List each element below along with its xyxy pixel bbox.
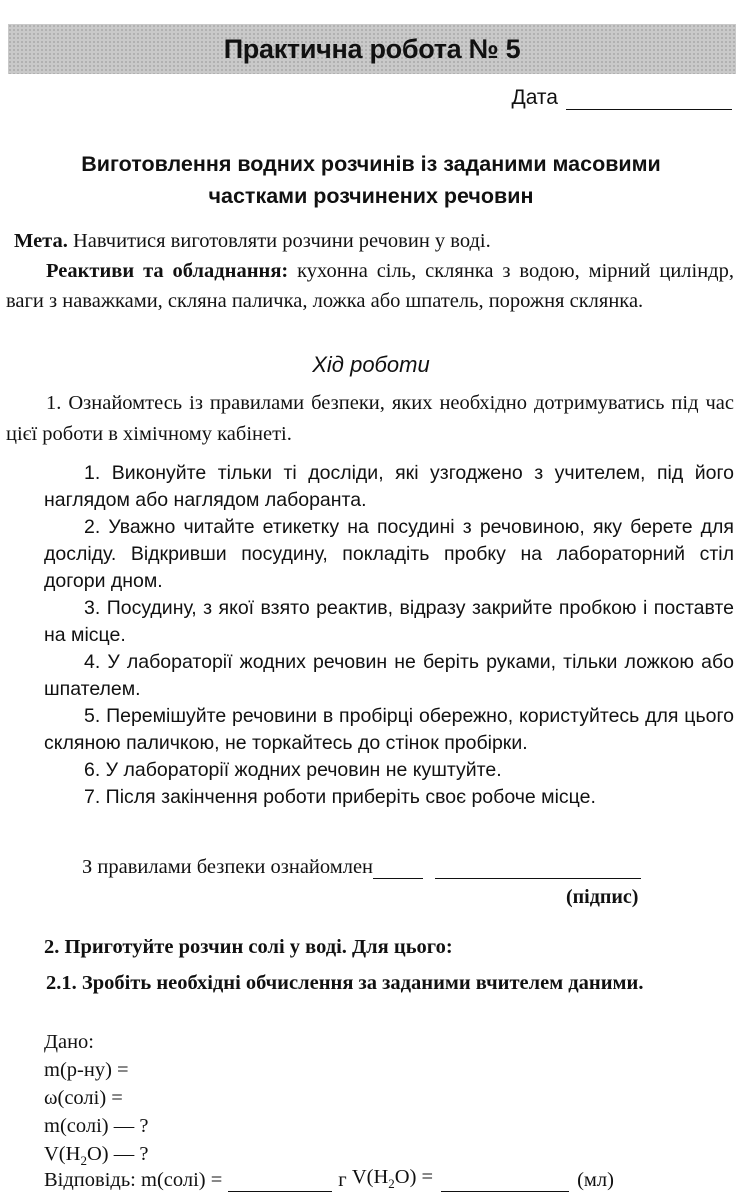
water-subscript: 2 <box>80 1153 87 1169</box>
given-salt-mass: m(солі) — ? <box>44 1115 149 1137</box>
safety-rule: 2. Уважно читайте етикетку на посудині з речовиною, яку берете для досліду. Відкривши посудину, покладіть пробку на лабораторний стіл догори дном. <box>44 516 734 592</box>
reagents-text: кухонна сіль, склянка з водою, мірний циліндр, ваги з наважками, скляна паличка, ложка або шпатель, порожня склянка. <box>6 260 734 312</box>
water-formula-part: V(H <box>44 1143 81 1165</box>
safety-rule: 6. У лабораторії жодних речовин не куштуйте. <box>84 759 502 781</box>
safety-rule: 5. Перемішуйте речовини в пробірці обережно, користуйтесь для цього скляною паличкою, не торкайтесь до стінок пробірки. <box>44 705 734 754</box>
acknowledgement-row <box>82 856 641 879</box>
answer-unit-ml: (мл) <box>577 1169 614 1192</box>
water-volume-answer-field[interactable] <box>441 1174 569 1192</box>
answer-unit-grams: г <box>338 1169 347 1192</box>
signature-field[interactable] <box>435 861 641 879</box>
step-1: 1. Ознайомтесь із правилами безпеки, яких необхідно дотримуватись під час цієї роботи в хімічному кабінеті. <box>6 392 734 445</box>
answer-label: Відповідь: m(солі) = <box>44 1169 223 1192</box>
answer-volume-formula: V(H <box>351 1166 389 1188</box>
safety-rules-list <box>44 460 734 811</box>
procedure-heading: Хід роботи <box>312 352 430 377</box>
work-title-line-1: Виготовлення водних розчинів із заданими масовими <box>81 152 661 176</box>
answer-volume-label <box>352 1166 433 1192</box>
header-band <box>8 24 736 74</box>
step-2: 2. Приготуйте розчин солі у воді. Для цього: <box>44 936 453 958</box>
step-2-1: 2.1. Зробіть необхідні обчислення за заданими вчителем даними. <box>46 972 644 994</box>
acknowledgement-text: З правилами безпеки ознайомлен <box>82 856 374 878</box>
safety-rule: 1. Виконуйте тільки ті досліди, які узгоджено з учителем, під його наглядом або наглядом лаборанта. <box>44 462 734 511</box>
date-label: Дата <box>511 86 558 109</box>
date-row <box>511 86 732 110</box>
given-block <box>44 1028 148 1175</box>
safety-rule: 3. Посудину, з якої взято реактив, відразу закрийте пробкою і поставте на місце. <box>44 597 734 646</box>
work-title <box>20 148 722 212</box>
work-title-line-2: частками розчинених речовин <box>208 184 534 208</box>
given-solution-mass: m(р-ну) = <box>44 1059 129 1081</box>
answer-volume-rest: O) = <box>394 1166 434 1188</box>
answer-volume-subscript: 2 <box>388 1176 395 1192</box>
safety-rule: 7. Після закінчення роботи приберіть своє робоче місце. <box>84 786 596 808</box>
answer-row <box>44 1166 614 1192</box>
aim-paragraph <box>14 226 734 256</box>
aim-text: Навчитися виготовляти розчини речовин у воді. <box>67 230 491 252</box>
reagents-label: Реактиви та обладнання: <box>46 260 289 282</box>
water-formula-rest: O) — ? <box>86 1143 149 1165</box>
signature-label: (підпис) <box>566 886 639 908</box>
given-salt-fraction: ω(солі) = <box>44 1087 123 1109</box>
reagents-paragraph <box>6 256 734 316</box>
aim-label: Мета. <box>14 230 68 252</box>
safety-rule: 4. У лабораторії жодних речовин не беріть руками, тільки ложкою або шпателем. <box>44 651 734 700</box>
date-field[interactable] <box>566 92 732 110</box>
gender-ending-field[interactable] <box>373 861 423 879</box>
given-label: Дано: <box>44 1031 94 1053</box>
salt-mass-answer-field[interactable] <box>228 1174 332 1192</box>
page-title: Практична робота № 5 <box>223 33 521 64</box>
